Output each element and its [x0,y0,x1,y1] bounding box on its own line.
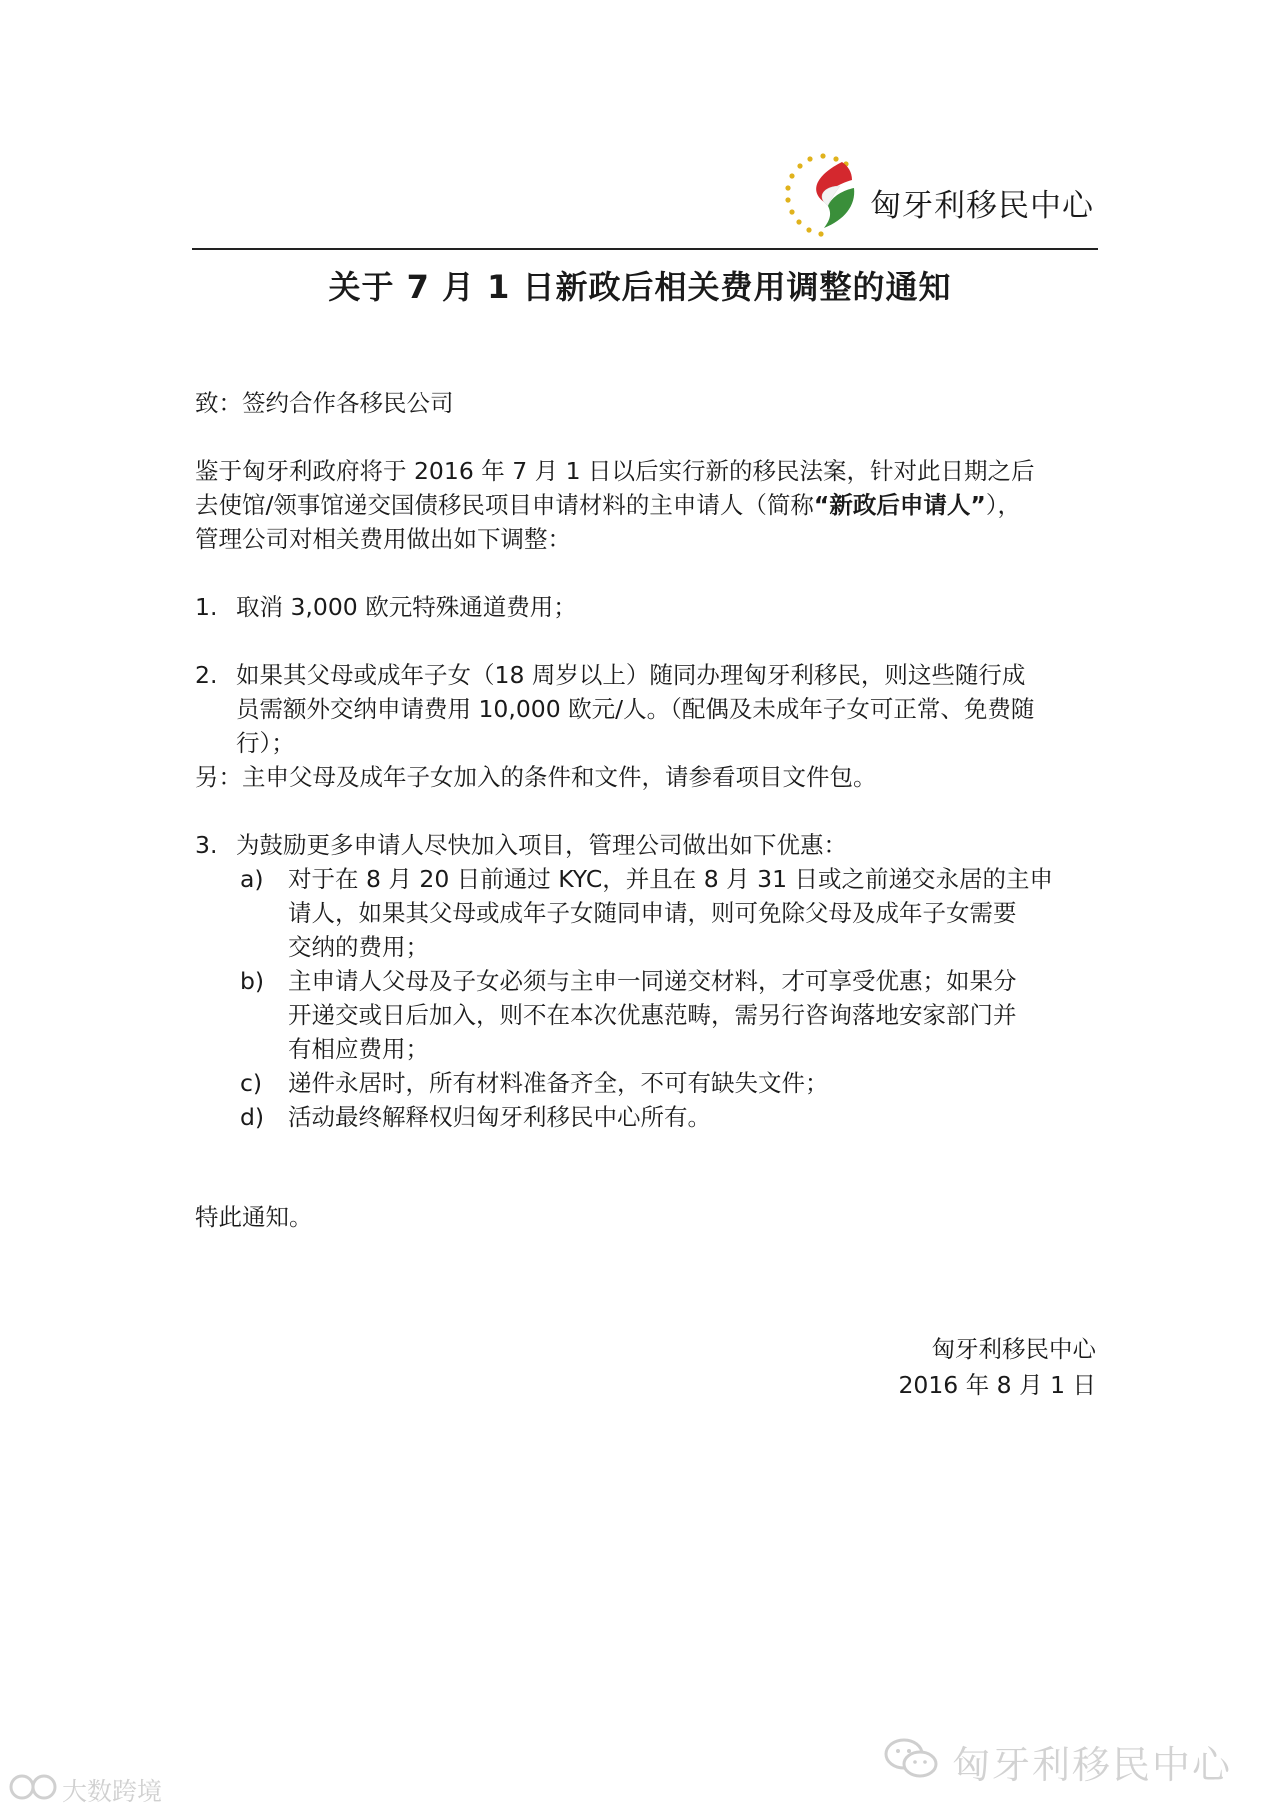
wechat-icon [882,1736,942,1780]
subitem-c-line-1: 递件永居时，所有材料准备齐全，不可有缺失文件； [288,1069,829,1097]
header-org-name: 匈牙利移民中心 [870,188,1094,224]
corner-watermark-text: 大数跨境 [62,1777,163,1806]
subitem-b-line-2: 开递交或日后加入，则不在本次优惠范畴，需另行咨询落地安家部门并 [288,1001,1017,1029]
item-2-line-3: 行）； [236,729,295,757]
subitem-d-line-1: 活动最终解释权归匈牙利移民中心所有。 [288,1103,711,1131]
intro-line-2-post: ）， [985,491,1022,519]
closing-line: 特此通知。 [195,1203,313,1231]
watermark-account: 匈牙利移民中心 [952,1743,1233,1787]
corner-watermark-logo-icon [8,1770,64,1804]
intro-bold-term: “新政后申请人” [813,491,986,519]
subitem-c-letter: c) [240,1069,263,1097]
item-1-line-1: 取消 3,000 欧元特殊通道费用； [236,593,577,621]
item-2-line-1: 如果其父母或成年子女（18 周岁以上）随同办理匈牙利移民，则这些随行成 [236,661,1026,689]
header-divider [192,248,1098,250]
subitem-d-letter: d) [240,1103,265,1131]
item-3-line: 为鼓励更多申请人尽快加入项目，管理公司做出如下优惠： [236,831,847,859]
salutation: 致：签约合作各移民公司 [195,389,454,417]
signature-date: 2016 年 8 月 1 日 [898,1371,1096,1399]
item-3-number: 3. [195,831,218,859]
subitem-a-letter: a) [240,865,264,893]
item-1-number: 1. [195,593,218,621]
item-2-line-2: 员需额外交纳申请费用 10,000 欧元/人。（配偶及未成年子女可正常、免费随 [236,695,1035,723]
subitem-b-line-1: 主申请人父母及子女必须与主申一同递交材料，才可享受优惠；如果分 [288,967,1017,995]
subitem-a-line-1: 对于在 8 月 20 日前通过 KYC，并且在 8 月 31 日或之前递交永居的主申 [288,865,1053,893]
notice-title: 关于 7 月 1 日新政后相关费用调整的通知 [328,268,952,306]
subitem-a-line-3: 交纳的费用； [288,933,429,961]
signature-org: 匈牙利移民中心 [931,1335,1096,1363]
intro-line-2-pre: 去使馆/领事馆递交国债移民项目申请材料的主申请人（简称 [195,491,814,519]
subitem-b-letter: b) [240,967,265,995]
item-2-number: 2. [195,661,218,689]
intro-line-3: 管理公司对相关费用做出如下调整： [195,525,571,553]
intro-line-2 [195,488,1021,522]
intro-line-1: 鉴于匈牙利政府将于 2016 年 7 月 1 日以后实行新的移民法案，针对此日期之后 [195,457,1035,485]
subitem-b-line-3: 有相应费用； [288,1035,429,1063]
note-line: 另：主申父母及成年子女加入的条件和文件，请参看项目文件包。 [195,763,877,791]
hungary-flag-logo-icon [778,150,868,240]
subitem-a-line-2: 请人，如果其父母或成年子女随同申请，则可免除父母及成年子女需要 [288,899,1017,927]
